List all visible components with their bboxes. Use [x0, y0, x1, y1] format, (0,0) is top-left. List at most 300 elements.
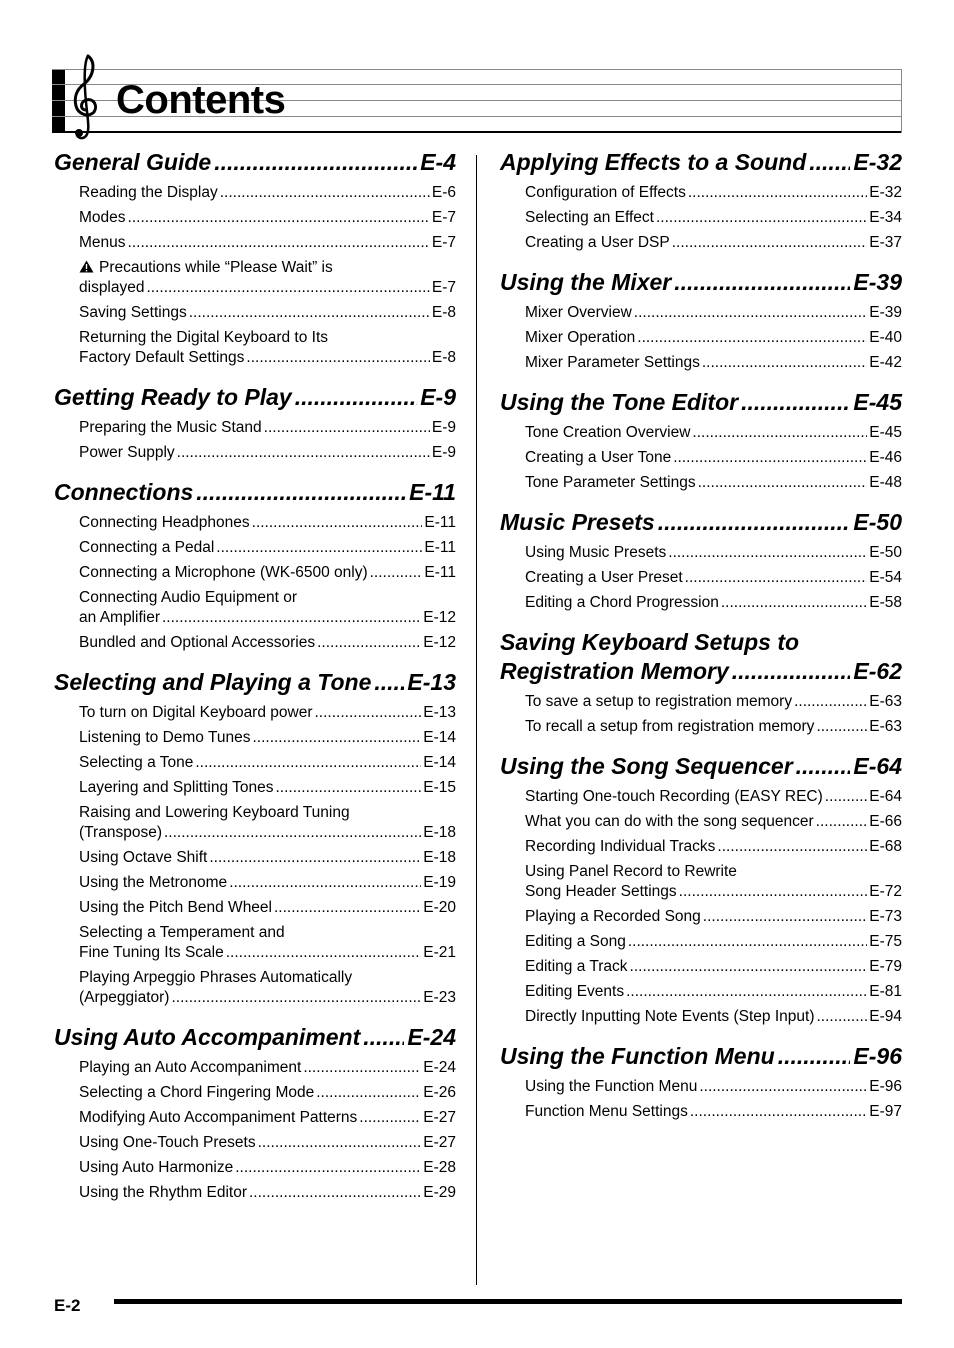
entry-text-line — [79, 588, 456, 608]
entry-page-ref: E-39 — [869, 304, 902, 321]
dot-leader — [796, 752, 851, 781]
entry-text: Connecting Headphones — [79, 514, 250, 531]
dot-leader — [717, 837, 867, 857]
entry-page-ref: E-8 — [431, 349, 456, 366]
dot-leader — [698, 473, 868, 493]
entry-text: Using Octave Shift — [79, 849, 208, 866]
entry-row — [525, 957, 902, 977]
section-page-ref: E-9 — [420, 384, 456, 410]
dot-leader — [816, 717, 867, 737]
dot-leader — [794, 692, 867, 712]
toc-entries — [79, 183, 456, 368]
entry-page-ref: E-14 — [423, 754, 456, 771]
toc-entry[interactable] — [525, 423, 902, 443]
entry-page-ref: E-63 — [869, 693, 902, 710]
page-title: Contents — [116, 78, 286, 122]
toc-entry[interactable] — [525, 812, 902, 832]
toc-entry[interactable] — [79, 1183, 456, 1203]
toc-entry[interactable] — [525, 862, 902, 902]
section-title[interactable] — [500, 752, 902, 781]
toc-entry[interactable] — [525, 907, 902, 927]
entry-row — [525, 208, 902, 228]
entry-text: Playing an Auto Accompaniment — [79, 1059, 302, 1076]
entry-text: Saving Settings — [79, 304, 187, 321]
toc-entry[interactable] — [525, 1077, 902, 1097]
entry-row — [79, 538, 456, 558]
toc-entry[interactable] — [79, 563, 456, 583]
dot-leader — [703, 907, 867, 927]
page-number: E-2 — [54, 1296, 81, 1315]
entry-text: Editing a Song — [525, 933, 626, 950]
entry-row — [525, 982, 902, 1002]
staff-line — [52, 69, 902, 70]
entry-text: Power Supply — [79, 444, 175, 461]
entry-row — [525, 448, 902, 468]
entry-page-ref: E-50 — [869, 544, 902, 561]
entry-text: Mixer Operation — [525, 329, 636, 346]
section-title[interactable] — [500, 388, 902, 417]
section-page-ref: E-62 — [853, 658, 902, 684]
dot-leader — [699, 1077, 867, 1097]
footer-rule — [114, 1299, 902, 1304]
entry-text: Creating a User Preset — [525, 569, 683, 586]
toc-entry[interactable] — [525, 473, 902, 493]
entry-row — [525, 1102, 902, 1122]
dot-leader — [235, 1158, 421, 1178]
entry-text: Using Panel Record to Rewrite — [525, 863, 737, 880]
entry-text: Tone Parameter Settings — [525, 474, 696, 491]
dot-leader — [252, 513, 423, 533]
entry-text: Creating a User Tone — [525, 449, 672, 466]
entry-text: Directly Inputting Note Events (Step Input) — [525, 1008, 815, 1025]
dot-leader — [317, 633, 421, 653]
entry-text: Configuration of Effects — [525, 184, 686, 201]
entry-text: To recall a setup from registration memory — [525, 718, 815, 735]
entry-text: What you can do with the song sequencer — [525, 813, 814, 830]
entry-page-ref: E-6 — [431, 184, 456, 201]
dot-leader — [177, 443, 430, 463]
entry-text: Recording Individual Tracks — [525, 838, 716, 855]
entry-row — [79, 208, 456, 228]
entry-page-ref: E-32 — [869, 184, 902, 201]
entry-text: Connecting Audio Equipment or — [79, 589, 298, 606]
toc-entry[interactable] — [79, 898, 456, 918]
dot-leader — [688, 183, 867, 203]
dot-leader — [778, 1042, 851, 1071]
entry-row — [525, 932, 902, 952]
section-title-text: Getting Ready to Play — [54, 384, 292, 410]
toc-entry[interactable] — [525, 692, 902, 712]
toc-section — [54, 1023, 456, 1203]
entry-text: Modifying Auto Accompaniment Patterns — [79, 1109, 358, 1126]
entry-page-ref: E-11 — [424, 514, 456, 531]
entry-text: Using the Function Menu — [525, 1078, 698, 1095]
entry-text: Connecting a Pedal — [79, 539, 215, 556]
dot-leader — [637, 328, 867, 348]
dot-leader — [816, 1007, 867, 1027]
dot-leader — [692, 423, 867, 443]
dot-leader — [634, 303, 867, 323]
section-page-ref: E-50 — [853, 509, 902, 535]
dot-leader — [128, 233, 430, 253]
entry-text: Reading the Display — [79, 184, 218, 201]
dot-leader — [189, 303, 430, 323]
entry-row — [79, 1083, 456, 1103]
toc-entries — [525, 1077, 902, 1122]
toc-entry[interactable] — [525, 787, 902, 807]
header-bar — [52, 69, 65, 133]
entry-page-ref: E-11 — [424, 564, 456, 581]
toc-entry[interactable] — [525, 543, 902, 563]
entry-text: Modes — [79, 209, 126, 226]
dot-leader — [673, 448, 867, 468]
entry-text: Layering and Splitting Tones — [79, 779, 274, 796]
section-page-ref: E-45 — [853, 389, 902, 415]
toc-section — [54, 668, 456, 1008]
toc-entries — [525, 303, 902, 373]
toc-entry[interactable] — [525, 183, 902, 203]
entry-page-ref: E-96 — [869, 1078, 902, 1095]
entry-text: Starting One-touch Recording (EASY REC) — [525, 788, 823, 805]
entry-row — [79, 1108, 456, 1128]
toc-entry[interactable] — [79, 538, 456, 558]
entry-page-ref: E-37 — [869, 234, 902, 251]
entry-page-ref: E-29 — [423, 1184, 456, 1201]
entry-text: Mixer Parameter Settings — [525, 354, 700, 371]
entry-row — [79, 278, 456, 298]
entry-page-ref: E-7 — [431, 209, 456, 226]
section-title[interactable] — [54, 148, 456, 177]
section-page-ref: E-64 — [853, 753, 902, 779]
section-title-text: General Guide — [54, 149, 212, 175]
dot-leader — [628, 932, 867, 952]
toc-entry[interactable] — [79, 803, 456, 843]
entry-row — [79, 898, 456, 918]
section-title-text: Applying Effects to a Sound — [500, 149, 807, 175]
toc-section — [54, 478, 456, 653]
dot-leader — [374, 668, 404, 697]
dot-leader — [809, 148, 850, 177]
toc-entries — [525, 423, 902, 493]
entry-text: Editing Events — [525, 983, 625, 1000]
dot-leader — [316, 1083, 421, 1103]
entry-page-ref: E-58 — [869, 594, 902, 611]
dot-leader — [732, 657, 851, 686]
entry-text-line — [525, 862, 902, 882]
dot-leader — [147, 278, 430, 298]
entry-text: an Amplifier — [79, 609, 160, 626]
toc-entry[interactable] — [525, 1007, 902, 1027]
entry-row — [79, 823, 456, 843]
toc-entry[interactable] — [79, 848, 456, 868]
dot-leader — [816, 812, 868, 832]
entry-text-line — [79, 968, 456, 988]
toc-entry[interactable] — [525, 303, 902, 323]
dot-leader — [741, 388, 850, 417]
entry-text: (Transpose) — [79, 824, 162, 841]
entry-row — [79, 563, 456, 583]
entry-page-ref: E-24 — [423, 1059, 456, 1076]
dot-leader — [226, 943, 422, 963]
toc-entry[interactable] — [525, 717, 902, 737]
toc-entry[interactable] — [79, 258, 456, 298]
toc-section — [54, 383, 456, 463]
entry-text: Editing a Chord Progression — [525, 594, 719, 611]
entry-page-ref: E-7 — [431, 234, 456, 251]
dot-leader — [626, 982, 867, 1002]
section-title[interactable] — [500, 268, 902, 297]
entry-row — [79, 943, 456, 963]
entry-text: Function Menu Settings — [525, 1103, 688, 1120]
toc-entry[interactable] — [525, 932, 902, 952]
toc-section — [500, 628, 902, 737]
entry-text-line — [79, 803, 456, 823]
entry-row — [525, 568, 902, 588]
entry-page-ref: E-63 — [869, 718, 902, 735]
entry-row — [525, 593, 902, 613]
dot-leader — [679, 882, 868, 902]
entry-text: Playing a Recorded Song — [525, 908, 701, 925]
dot-leader — [214, 148, 417, 177]
section-title-text: Using Auto Accompaniment — [54, 1024, 361, 1050]
toc-entry[interactable] — [79, 1083, 456, 1103]
entry-row — [79, 233, 456, 253]
entry-text: Playing Arpeggio Phrases Automatically — [79, 969, 353, 986]
entry-page-ref: E-42 — [869, 354, 902, 371]
dot-leader — [674, 268, 850, 297]
entry-text: Connecting a Microphone (WK-6500 only) — [79, 564, 368, 581]
entry-row — [525, 1007, 902, 1027]
toc-entry[interactable] — [525, 1102, 902, 1122]
section-page-ref: E-32 — [853, 149, 902, 175]
dot-leader — [315, 703, 422, 723]
section-title[interactable] — [54, 383, 456, 412]
entry-row — [79, 1058, 456, 1078]
toc-entry[interactable] — [525, 957, 902, 977]
entry-row — [79, 513, 456, 533]
entry-text: Fine Tuning Its Scale — [79, 944, 224, 961]
toc-entries — [525, 787, 902, 1027]
dot-leader — [359, 1108, 421, 1128]
entry-page-ref: E-18 — [423, 824, 456, 841]
toc-entry[interactable] — [525, 328, 902, 348]
toc-entry[interactable] — [525, 208, 902, 228]
entry-row — [79, 633, 456, 653]
toc-entry[interactable] — [79, 1108, 456, 1128]
section-title-text: Music Presets — [500, 509, 655, 535]
entry-text: Bundled and Optional Accessories — [79, 634, 316, 651]
toc-entry[interactable] — [525, 593, 902, 613]
entry-text-line — [79, 328, 456, 348]
toc-entry[interactable] — [79, 753, 456, 773]
section-title[interactable] — [500, 148, 902, 177]
entry-page-ref: E-23 — [423, 989, 456, 1006]
toc-entry[interactable] — [525, 982, 902, 1002]
entry-row — [525, 787, 902, 807]
toc-entry[interactable] — [79, 703, 456, 723]
toc-entry[interactable] — [525, 448, 902, 468]
entry-row — [79, 1133, 456, 1153]
section-title[interactable] — [500, 657, 902, 686]
dot-leader — [274, 898, 421, 918]
toc-section — [500, 148, 902, 253]
toc-entries — [79, 1058, 456, 1203]
entry-text: displayed — [79, 279, 145, 296]
entry-page-ref: E-72 — [869, 883, 902, 900]
dot-leader — [258, 1133, 422, 1153]
entry-row — [525, 303, 902, 323]
toc-entry[interactable] — [79, 513, 456, 533]
entry-row — [525, 233, 902, 253]
toc-entry[interactable] — [79, 1058, 456, 1078]
dot-leader — [685, 568, 868, 588]
dot-leader — [668, 543, 867, 563]
toc-entry[interactable] — [79, 418, 456, 438]
toc-entries — [525, 692, 902, 737]
entry-text: Raising and Lowering Keyboard Tuning — [79, 804, 350, 821]
entry-page-ref: E-40 — [869, 329, 902, 346]
entry-text: Selecting a Temperament and — [79, 924, 285, 941]
section-title[interactable] — [54, 668, 456, 697]
toc-entry[interactable] — [79, 873, 456, 893]
entry-text: Using the Pitch Bend Wheel — [79, 899, 272, 916]
entry-row — [79, 873, 456, 893]
entry-page-ref: E-66 — [869, 813, 902, 830]
entry-row — [525, 907, 902, 927]
dot-leader — [216, 538, 422, 558]
dot-leader — [220, 183, 430, 203]
toc-entry[interactable] — [79, 328, 456, 368]
toc-entry[interactable] — [525, 568, 902, 588]
toc-entries — [79, 513, 456, 653]
entry-text: Listening to Demo Tunes — [79, 729, 251, 746]
entry-page-ref: E-34 — [869, 209, 902, 226]
entry-page-ref: E-9 — [431, 444, 456, 461]
section-title-line[interactable]: Saving Keyboard Setups to — [500, 629, 800, 655]
staff-end-bar — [901, 69, 902, 133]
entry-text: Preparing the Music Stand — [79, 419, 262, 436]
entry-page-ref: E-94 — [869, 1008, 902, 1025]
entry-text: Tone Creation Overview — [525, 424, 691, 441]
entry-text: Menus — [79, 234, 126, 251]
entry-text: To turn on Digital Keyboard power — [79, 704, 313, 721]
entry-page-ref: E-64 — [869, 788, 902, 805]
toc-entry[interactable] — [79, 968, 456, 1008]
entry-text: Using Music Presets — [525, 544, 667, 561]
toc-entry[interactable] — [79, 443, 456, 463]
toc-entry[interactable] — [79, 633, 456, 653]
warning-icon — [79, 260, 94, 273]
dot-leader — [363, 1023, 404, 1052]
section-title[interactable] — [54, 1023, 456, 1052]
toc-entries — [79, 418, 456, 463]
toc-entry[interactable] — [79, 778, 456, 798]
toc-entry[interactable] — [79, 233, 456, 253]
toc-section — [54, 148, 456, 368]
toc-entry[interactable] — [79, 303, 456, 323]
section-title-text: Selecting and Playing a Tone — [54, 669, 372, 695]
entry-text: Selecting a Tone — [79, 754, 194, 771]
dot-leader — [209, 848, 421, 868]
toc-section — [500, 508, 902, 613]
section-title-text: Using the Song Sequencer — [500, 753, 793, 779]
dot-leader — [295, 383, 417, 412]
section-title-text: Using the Mixer — [500, 269, 672, 295]
dot-leader — [196, 478, 406, 507]
entry-text: Creating a User DSP — [525, 234, 670, 251]
dot-leader — [128, 208, 430, 228]
entry-row — [525, 473, 902, 493]
toc-entry[interactable] — [525, 233, 902, 253]
entry-text: Factory Default Settings — [79, 349, 245, 366]
entry-text: Using One-Touch Presets — [79, 1134, 256, 1151]
entry-page-ref: E-48 — [869, 474, 902, 491]
toc-left-column — [54, 148, 456, 1218]
entry-page-ref: E-13 — [423, 704, 456, 721]
entry-page-ref: E-14 — [423, 729, 456, 746]
dot-leader — [370, 563, 423, 583]
entry-page-ref: E-46 — [869, 449, 902, 466]
entry-page-ref: E-27 — [423, 1109, 456, 1126]
entry-row — [525, 717, 902, 737]
entry-text: Selecting an Effect — [525, 209, 654, 226]
toc-entry[interactable] — [79, 183, 456, 203]
entry-row — [525, 328, 902, 348]
entry-row — [79, 183, 456, 203]
toc-entries — [525, 543, 902, 613]
section-title[interactable] — [54, 478, 456, 507]
toc-entry[interactable] — [79, 1133, 456, 1153]
entry-page-ref: E-26 — [423, 1084, 456, 1101]
entry-text-line — [79, 923, 456, 943]
entry-text: Song Header Settings — [525, 883, 677, 900]
toc-entry[interactable] — [79, 588, 456, 628]
dot-leader — [303, 1058, 421, 1078]
dot-leader — [630, 957, 868, 977]
toc-entry[interactable] — [525, 837, 902, 857]
entry-row — [525, 692, 902, 712]
entry-page-ref: E-18 — [423, 849, 456, 866]
dot-leader — [246, 348, 429, 368]
section-page-ref: E-13 — [407, 669, 456, 695]
toc-entry[interactable] — [79, 208, 456, 228]
dot-leader — [702, 353, 867, 373]
entry-page-ref: E-68 — [869, 838, 902, 855]
entry-row — [79, 848, 456, 868]
dot-leader — [164, 823, 421, 843]
toc-entry[interactable] — [79, 1158, 456, 1178]
entry-page-ref: E-8 — [431, 304, 456, 321]
section-title[interactable] — [500, 1042, 902, 1071]
dot-leader — [171, 988, 421, 1008]
section-title[interactable] — [500, 508, 902, 537]
entry-page-ref: E-20 — [423, 899, 456, 916]
toc-section — [500, 1042, 902, 1122]
dot-leader — [264, 418, 430, 438]
entry-row — [525, 423, 902, 443]
section-title-text: Registration Memory — [500, 658, 729, 684]
entry-text: Editing a Track — [525, 958, 628, 975]
toc-entries — [525, 183, 902, 253]
toc-entry[interactable] — [525, 353, 902, 373]
toc-entry[interactable] — [79, 728, 456, 748]
toc-entry[interactable] — [79, 923, 456, 963]
entry-row — [525, 183, 902, 203]
entry-page-ref: E-12 — [423, 609, 456, 626]
entry-page-ref: E-19 — [423, 874, 456, 891]
toc-entries — [79, 703, 456, 1008]
staff-line — [52, 131, 902, 133]
